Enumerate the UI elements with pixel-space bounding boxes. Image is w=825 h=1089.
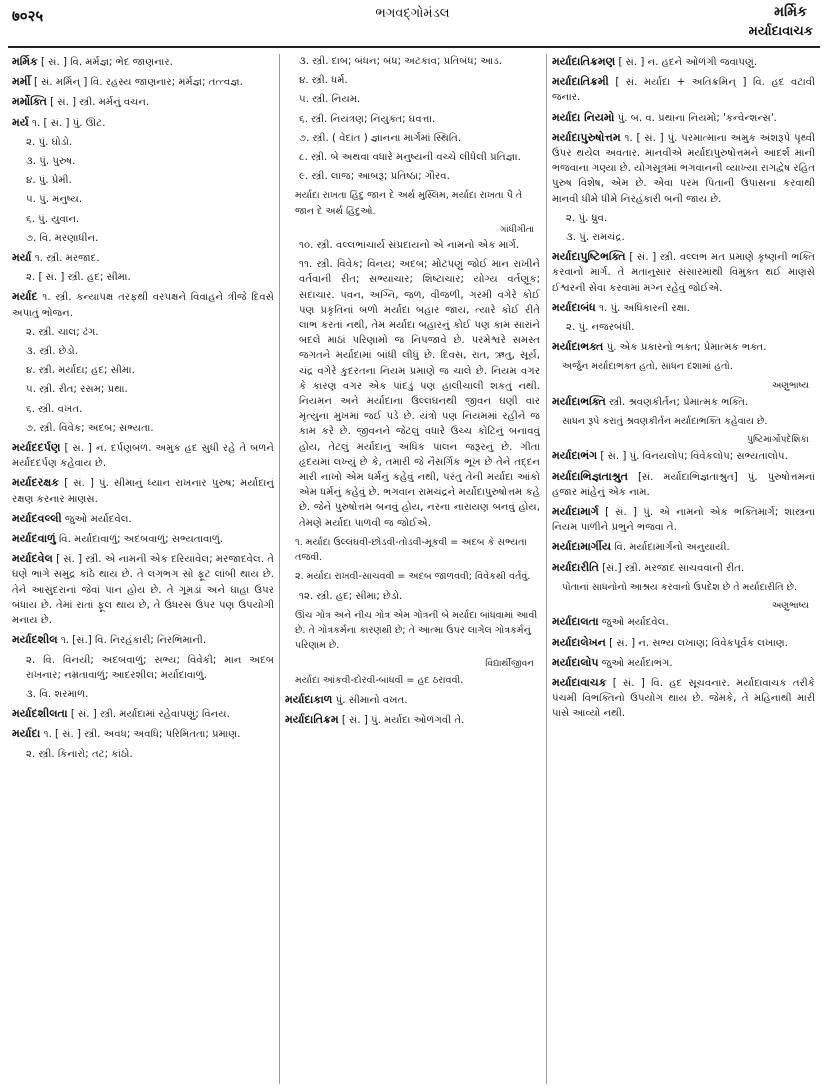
entry-headword: મર્ય — [12, 115, 29, 129]
entry-definition: [સં.] સ્ત્રી. મરજાદ સાચવવાની રીત. — [602, 562, 745, 574]
quote-source: અણુભાષ્ય — [771, 380, 809, 391]
entry-definition: [ સં. મર્યાદા + અતિક્રમિન્ ] વિ. હદ વટાવી જનાર. — [552, 77, 815, 104]
entry-headword: મર્યાદવેલ — [12, 552, 53, 566]
dictionary-entry — [552, 675, 815, 722]
entry-sense: ૩. સ્ત્રી. છેડો. — [26, 346, 78, 358]
entry-sense: ૪. સ્ત્રી. ધર્મ. — [299, 75, 348, 87]
book-title: ભગવદ્ગોમંડલ — [375, 6, 450, 21]
dictionary-entry — [12, 531, 274, 547]
dictionary-entry — [552, 655, 815, 671]
entry-sense: ૬. સ્ત્રી. નિયંત્રણ; નિયુક્ત; ઘવત્તા. — [299, 113, 436, 125]
entry-headword: મર્યાદામાર્ગીય — [552, 540, 611, 554]
dictionary-entry — [552, 54, 815, 70]
entry-definition: [ સં. ] ન. સભ્ય લખાણ; વિવેકપૂર્વક લખાણ. — [609, 637, 788, 649]
entry-definition: [સં. મર્યાદાભિજ્ઞતાશ્રુત] પું. પુરુષોત્તમનાં હજાર માંહેનું એક નામ. — [552, 471, 815, 498]
guideword-bottom: મર્યાદાવાચક — [748, 24, 813, 39]
entry-headword: મર્યાદ — [12, 290, 38, 304]
entry-definition: જુઓ મર્યાદાભંગ. — [601, 657, 673, 669]
entry-headword: મર્યાદારીતિ — [552, 560, 599, 574]
dictionary-entry — [12, 440, 274, 471]
entry-definition: [ સં. ] પું. મર્યાદા ઓળંગવી તે. — [341, 714, 465, 726]
entry-definition: પું. બ. વ. પ્રથાના નિયમો; 'કન્વેન્શન્સ'. — [617, 112, 777, 124]
entry-sense: ૭. સ્ત્રી. ( વેદાંત ) જ્ઞાનના માર્ગમાં સ્થિતિ. — [299, 132, 462, 144]
entry-definition: ૧. [ સં. ] સ્ત્રી. અવધ; અવધિ; પરિમિતતા; પ્રમાણ. — [43, 729, 241, 741]
dictionary-entry — [285, 692, 540, 708]
entry-headword: મર્યાદાબંધ — [552, 300, 596, 314]
column-divider — [279, 54, 280, 1084]
guideword-top: મર્મિક — [774, 4, 807, 20]
quote-source: અણુભાષ્ય — [771, 601, 809, 612]
dictionary-entry — [12, 726, 274, 742]
dictionary-entry — [285, 712, 540, 728]
entry-sense: ૧૨. સ્ત્રી. હદ; સીમા; છેડો. — [299, 590, 403, 602]
usage-quote: સાધન રૂપે કરાતું શ્રવણકીર્તન મર્યાદાભક્તિ કહેવાય છે. — [562, 416, 768, 428]
entry-headword: મર્મી — [12, 75, 31, 89]
entry-sense: ૮. સ્ત્રી. બે અથવા વધારે મનુષ્યની વચ્ચે લીધેલી પ્રતિજ્ઞા. — [299, 152, 521, 164]
entry-sense: ૩. પું. પુરુષ. — [26, 156, 76, 168]
usage-quote: પોતાનાં સાધનોનો આશ્રય કરવાનો ઉપદેશ છે તે મર્યાદારીતિ છે. — [562, 581, 798, 593]
entry-sense: ૬. સ્ત્રી. વખત. — [26, 403, 83, 415]
dictionary-entry — [12, 511, 274, 527]
entry-headword: મર્યાદાલતા — [552, 615, 599, 629]
entry-headword: મર્મિક — [12, 55, 38, 68]
dictionary-entry — [552, 74, 815, 105]
page-header — [0, 0, 825, 46]
entry-headword: મર્યાદવલ્લી — [12, 511, 62, 525]
usage-quote: અર્જુન મર્યાદાભક્ત હતો, સાધન દશામાં હતો. — [562, 361, 733, 373]
entry-sense: ૧૦. સ્ત્રી. વલ્લભાચાર્ય સંપ્રદાયનો એ નામનો એક માર્ગ. — [299, 240, 520, 252]
quote-source: ગાંધીગીતા — [499, 224, 534, 235]
entry-headword: મર્યા — [12, 251, 32, 265]
header-rule — [8, 46, 820, 48]
entry-sense: ૪. સ્ત્રી. મર્યાદા; હદ; સીમા. — [26, 365, 135, 377]
entry-headword: મર્યાદાતિક્રમ — [285, 712, 339, 726]
entry-sense: ૫. સ્ત્રી. રીત; રસમ; પ્રથા. — [26, 384, 128, 396]
entry-definition: ૧. સ્ત્રી. મરજાદ. — [34, 253, 100, 265]
entry-definition: [ સં. ] વિ. મર્મજ્ઞ; ભેદ જાણનાર. — [41, 57, 173, 68]
entry-headword: મર્યાદાલેખન — [552, 635, 606, 649]
entry-sense: ૩. પું. રામચંદ્ર. — [566, 232, 625, 244]
quote-source: વિદ્યાર્થીજીવન — [485, 659, 534, 670]
dictionary-entry — [552, 110, 815, 126]
dictionary-entry — [12, 706, 274, 722]
dictionary-entry — [552, 560, 815, 576]
dictionary-entry — [552, 130, 815, 207]
entry-headword: મર્યાદદર્પણ — [12, 441, 61, 455]
entry-headword: મર્યાદશીલતા — [12, 707, 68, 721]
entry-definition: [ સં. ] વિ. હદ સૂચવનાર. મર્યાદાવાચક તરીકે પંચમી વિભક્તિનો ઉપયોગ થાય છે. જેમકે, તે મહિનાથી મારી પાસે આવ્યો નથી. — [552, 677, 815, 720]
dictionary-entry — [12, 632, 274, 648]
column-3 — [552, 54, 815, 1084]
entry-definition: [ સં. મર્મિન્ ] વિ. રહસ્ય જાણનાર; મર્મજ્ઞ; તત્ત્વજ્ઞ. — [33, 77, 243, 89]
entry-headword: મર્યાદામાર્ગ — [552, 505, 599, 519]
entry-sense: ૨. સ્ત્રી. કિનારો; તટ; કાંઠો. — [26, 748, 133, 760]
entry-sense: ૨. પું. નજરબંધી. — [566, 322, 635, 334]
entry-definition: [ સં. ] સ્ત્રી. એ નામની એક દરિયાવેલ; મરજાદવેલ. તે ઘણે ભાગે સમુદ્ર કાંઠે થાય છે. તે લગભગ સો ફૂટ લાંબી થાય છે. તેને આસુંદરાનાં જેવાં પાન હોય છે. તે ગૂમડાં અને ઘાહા ઉપર બંધાય છે. તેમાં રાતાં ફૂલ થાય છે, તે ઉધરસ ઉપર પણ ઉપયોગી મનાય છે. — [12, 554, 274, 627]
entry-definition: ૧. [સં.] વિ. નિરહંકારી; નિરભિમાની. — [60, 635, 207, 647]
entry-definition: વિ. મર્યાદાવાળું; અદબવાળું; સભ્યતાવાળું. — [59, 534, 224, 546]
entry-sense: ૩. સ્ત્રી. દાબ; બંધન; બંધ; અટકાવ; પ્રતિબંધ; આડ. — [299, 56, 503, 67]
entry-headword: મર્મોક્તિ — [12, 95, 47, 109]
dictionary-entry — [552, 394, 815, 410]
dictionary-entry — [552, 504, 815, 535]
entry-definition: [ સં. ] સ્ત્રી. મર્યાદામાં રહેવાપણું; વિનય. — [70, 709, 230, 721]
entry-sense: ૫. પું. મનુષ્ય. — [26, 194, 83, 206]
usage-quote: મર્યાદા રાખતા હિંદુ જાન દે અર્થ મુસ્લિમ, મર્યાદા રાખતા પૈ તે જાન દે અર્થ હિંદુઓ. — [295, 190, 523, 217]
entry-sense: ૨. સ્ત્રી. ચાલ; ઢંગ. — [26, 326, 99, 338]
entry-definition: જુઓ મર્યાદવેલ. — [64, 513, 132, 525]
entry-definition: ૧. [ સં. ] પું. પરમાત્માના અમુક અંશરૂપે પૃથ્વી ઉપર થયેલ અવતાર. માનવીએ મર્યાદાપુરુષોત્તમને આદર્શ માની ભજવાના ગણ્યા છે. યોગસૂત્રમાં ભગવાનની વ્યાખ્યા રાગદ્વેષ રહિત પુરુષ વિશેષ, એમ છે. એવા પરમ પિતાની ઉપાસના કરવાથી માનવી ધીમે ધીમે નિરહંકારી બની જાય છે. — [552, 132, 815, 205]
entry-sense: ૨. પું. ઘોડો. — [26, 136, 73, 148]
dictionary-entry — [552, 249, 815, 296]
entry-sense: ૨. પું. ધ્રુવ. — [566, 212, 608, 224]
column-1 — [12, 54, 274, 1084]
entry-headword: મર્યાદરક્ષક — [12, 476, 60, 490]
entry-definition: [ સં. ] પું. સીમાનું ધ્યાન રાખનાર પુરુષ; મર્યાદાનું રક્ષણ કરનાર માણસ. — [12, 478, 274, 505]
entry-headword: મર્યાદાપુરુષોત્તમ — [552, 130, 621, 144]
entry-headword: મર્યાદાતિક્રમી — [552, 75, 609, 89]
entry-definition: ૧. [ સં. ] પું. ઊંટ. — [32, 117, 106, 129]
dictionary-entry — [12, 74, 274, 90]
usage-quote: ઊંચ ગોત્ર અને નીચ ગોત્ર એમ ગોત્રની બે મર્યાદા બાંધવામાં આવી છે. તે ગોત્રકર્મના કારણથી છે; તે આત્મા ઉપર લાગેલ ગોત્રકર્મનું પરિણામ છે. — [295, 609, 538, 652]
entry-definition: ૧. સ્ત્રી. કન્યાપક્ષ તરફથી વરપક્ષને વિવાહને ત્રીજે દિવસે અપાતું ભોજન. — [12, 292, 274, 319]
dictionary-entry — [552, 469, 815, 500]
dictionary-entry — [552, 448, 815, 464]
dictionary-entry — [12, 475, 274, 506]
usage-quote: ૨. મર્યાદા રાખવી-સાચવવી = અદબ જાળવવી; વિવેકથી વર્તવું. — [295, 571, 531, 583]
entry-headword: મર્યાદાભંગ — [552, 449, 598, 463]
entry-definition: [ સં. ] પું. એ નામનો એક ભક્તિમાર્ગ; શાસ્ત્રના નિયમ પાળીને પ્રભુને ભજવા તે. — [552, 507, 815, 534]
entry-definition: [ સં. ] પું. વિનયલોપ; વિવેકલોપ; સભ્યતાલોપ. — [600, 451, 788, 463]
entry-sense: ૧૧. સ્ત્રી. વિવેક; વિનય; અદબ; મોટપણું જોઈ માન રાખીને વર્તવાની રીત; સભ્યાચાર; શિષ્ટાચાર; યોગ્ય વર્તણૂક; સદાચાર. પવન, અગ્નિ, જળ, વીજળી, ગરમી વગેરે કોઈ પણ પ્રકૃતિનાં બળો મર્યાદા બહાર જાય, ત્યારે કોઈ રીતે લાભ કરતાં નથી, તેમ મર્યાદા બહારનું કોઈ પણ કામ સારાંને બદલે માઠાં પરિણામો જ નિપજાવે છે. પરમેશ્વરે સમસ્ત જગતને મર્યાદામાં બાંધી લીધું છે. દિવસ, રાત, ઋતુ, સૂર્ય, ચંદ્ર વગેરે કુદરતના નિયમ પ્રમાણે જ ચાલે છે. નિયમ વગર કે કારણ વગર એક પાંદડું પણ હાલીચાલી શકતું નથી. નિયમન અને મર્યાદાના ઉલ્લંઘનથી જીવન ઘણી વાર મૃત્યુના મુખમાં જઈ પડે છે. યંત્રો પણ નિયમમાં રહીને જ કામ કરે છે. જીવનને જેટલું વધારે ઉચ્ચ કોટિનું બનાવવું હોય, તેટલું મર્યાદાનું અધિક પાલન જરૂરનું છે. ગીતા હૃદયમાં લખ્યું છે કે, તમારી જે નૈસર્ગિક ભૂખ છે તેને તદ્દન મારી નાખો એમ ધર્મનું કહેવું નથી, પરંતુ તેની મર્યાદા આંકો એમ ધર્મનું કહેવું છે. ભગવાન રામચંદ્રને મર્યાદાપુરુષોત્તમ કહે છે. જેને પુરુષોત્તમ બનવું હોય, નરના નારાયણ બનવું હોય, તેમણે મર્યાદા પાળવી જ જોઈએ. — [299, 259, 540, 529]
entry-definition: વિ. મર્યાદામાર્ગનો અનુયાયી. — [614, 542, 730, 554]
page-number: ७०२५ — [12, 7, 44, 25]
usage-quote: ૧. મર્યાદા ઉલ્લંઘવી-છોડવી-તોડવી-મૂકવી = અદબ કે સભ્યતા તજવી. — [295, 536, 527, 564]
entry-definition: [ સં. ] સ્ત્રી. વલ્લભ મત પ્રમાણે કૃષ્ણની ભક્તિ કરવાનો માર્ગ. તે મતાનુસાર સંસારમાંથી વિમુક્ત થઈ માણસે ઈશ્વરની સેવા કરવામાં મગ્ન રહેવું જોઈએ. — [552, 252, 815, 294]
entry-headword: મર્યાદા નિયમો — [552, 110, 615, 124]
entry-sense: ૯. સ્ત્રી. લાજ; આબરૂ; પ્રતિષ્ઠા; ગૌરવ. — [299, 171, 450, 183]
entry-definition: [ સં. ] સ્ત્રી. મર્મનું વચન. — [50, 97, 150, 109]
entry-sense: ૩. વિ. શરમાળ. — [26, 688, 89, 700]
column-2 — [285, 54, 540, 1084]
dictionary-entry — [12, 115, 274, 131]
entry-sense: ૬. પું. યુવાન. — [26, 213, 80, 225]
entry-headword: મર્યાદાભક્ત — [552, 340, 604, 354]
entry-sense: ૪. પું. પ્રેમી. — [26, 175, 72, 187]
entry-headword: મર્યાદા — [12, 727, 41, 741]
dictionary-entry — [552, 539, 815, 555]
entry-definition: સ્ત્રી. શ્રવણકીર્તન; પ્રેમાત્મક ભક્તિ. — [609, 396, 749, 408]
dictionary-entry — [552, 635, 815, 651]
entry-definition: જુઓ મર્યાદવેલ. — [601, 617, 669, 629]
dictionary-entry — [552, 614, 815, 630]
entry-headword: મર્યાદાવાચક — [552, 675, 607, 689]
entry-headword: મર્યાદાતિક્રમણ — [552, 55, 616, 68]
entry-headword: મર્યાદશીલ — [12, 633, 58, 647]
quote-source: પુષ્ટિમાર્ગોપદેશિકા — [747, 435, 809, 446]
dictionary-entry — [552, 300, 815, 316]
entry-definition: [ સં. ] ન. દર્પણબળ. અમુક હદ સુધી રહે તે બળને મર્યાદદર્પણ કહેવાય છે. — [12, 443, 274, 470]
entry-definition: પું. એક પ્રકારનો ભક્ત; પ્રેમાત્મક ભક્ત. — [606, 342, 767, 354]
entry-sense: ૭. વિ. મરણાધીન. — [26, 232, 99, 244]
entry-definition: ૧. પું. અધિકારની રક્ષા. — [599, 302, 690, 314]
dictionary-entry — [12, 289, 274, 320]
entry-headword: મર્યાદાભક્તિ — [552, 394, 606, 408]
entry-sense: ૭. સ્ત્રી. વિવેક; અદબ; સભ્યતા. — [26, 422, 154, 434]
entry-definition: પું. સીમાનો વખત. — [335, 694, 408, 706]
dictionary-entry — [12, 250, 274, 266]
usage-quote: મર્યાદા આંકવી-દોરવી-બાંધવી = હદ ઠરાવવી. — [295, 674, 464, 686]
entry-sense: ૫. સ્ત્રી. નિયમ. — [299, 94, 361, 106]
dictionary-entry — [552, 339, 815, 355]
entry-definition: [ સં. ] ન. હદને ઓળંગી જવાપણું. — [618, 57, 758, 68]
dictionary-entry — [12, 54, 274, 70]
dictionary-entry — [12, 94, 274, 110]
entry-headword: મર્યાદાભિજ્ઞતાશ્રુત — [552, 469, 628, 483]
entry-sense: ૨. [ સં. ] સ્ત્રી. હદ; સીમા. — [26, 272, 131, 284]
entry-headword: મર્યાદાપુષ્ટિભક્તિ — [552, 250, 626, 264]
dictionary-entry — [12, 551, 274, 628]
entry-sense: ૨. વિ. વિનયી; અદબવાળું; સભ્ય; વિવેકી; માન અદબ રાખનાર; નમ્રતાવાળું; આદરશીલ; મર્યાદાવાળું. — [26, 654, 274, 681]
entry-headword: મર્યાદાકાળ — [285, 692, 333, 706]
entry-headword: મર્યાદાલોપ — [552, 655, 599, 669]
entry-headword: મર્યાદવાળું — [12, 532, 56, 546]
column-divider — [546, 54, 547, 1084]
